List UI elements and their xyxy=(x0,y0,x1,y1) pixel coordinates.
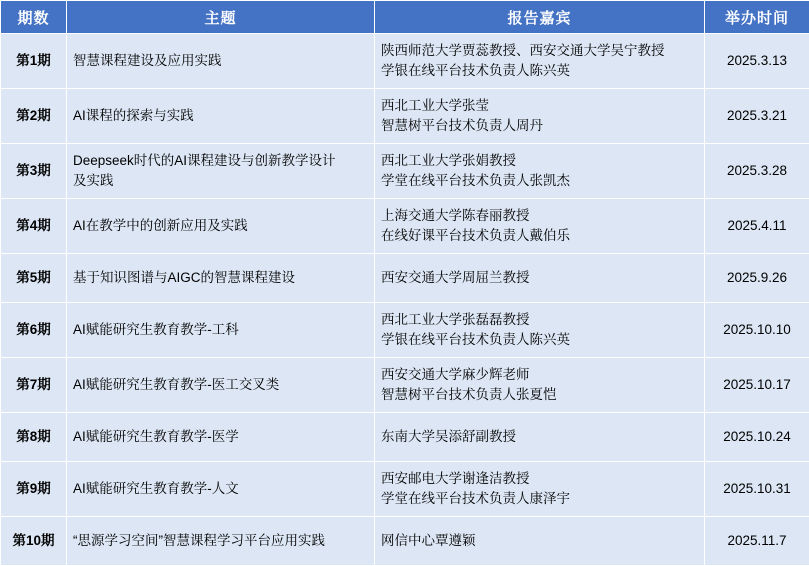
table-row xyxy=(1,517,809,566)
cell-issue: 第9期 xyxy=(1,462,67,517)
cell-topic xyxy=(67,462,375,517)
cell-date: 2025.9.26 xyxy=(705,254,809,303)
cell-guest xyxy=(375,413,705,462)
guest-line: 网信中心覃遵颖 xyxy=(381,531,698,551)
cell-issue: 第6期 xyxy=(1,303,67,358)
cell-issue: 第4期 xyxy=(1,199,67,254)
topic-line: AI赋能研究生教育教学-医工交叉类 xyxy=(73,375,368,395)
column-header-topic: 主题 xyxy=(67,1,375,34)
guest-line: 学银在线平台技术负责人陈兴英 xyxy=(381,330,698,350)
table-header-row xyxy=(1,1,809,34)
topic-line: “思源学习空间”智慧课程学习平台应用实践 xyxy=(73,531,368,551)
table-row xyxy=(1,303,809,358)
guest-line: 西北工业大学张磊磊教授 xyxy=(381,310,698,330)
cell-guest xyxy=(375,254,705,303)
guest-line: 学堂在线平台技术负责人张凯杰 xyxy=(381,171,698,191)
topic-line: AI课程的探索与实践 xyxy=(73,106,368,126)
topic-line: Deepseek时代的AI课程建设与创新教学设计 xyxy=(73,151,368,171)
table-row xyxy=(1,34,809,89)
cell-guest xyxy=(375,462,705,517)
guest-line: 智慧树平台技术负责人张夏恺 xyxy=(381,385,698,405)
cell-issue: 第7期 xyxy=(1,358,67,413)
cell-topic xyxy=(67,303,375,358)
cell-date: 2025.3.13 xyxy=(705,34,809,89)
cell-issue: 第2期 xyxy=(1,89,67,144)
table-row xyxy=(1,89,809,144)
cell-issue: 第8期 xyxy=(1,413,67,462)
topic-line: 及实践 xyxy=(73,171,368,191)
table-row xyxy=(1,413,809,462)
cell-topic xyxy=(67,254,375,303)
guest-line: 学银在线平台技术负责人陈兴英 xyxy=(381,61,698,81)
guest-line: 上海交通大学陈春丽教授 xyxy=(381,206,698,226)
table-row xyxy=(1,254,809,303)
cell-topic xyxy=(67,34,375,89)
table-row xyxy=(1,144,809,199)
cell-date: 2025.4.11 xyxy=(705,199,809,254)
topic-line: AI赋能研究生教育教学-人文 xyxy=(73,479,368,499)
guest-line: 西北工业大学张娟教授 xyxy=(381,151,698,171)
topic-line: AI在教学中的创新应用及实践 xyxy=(73,216,368,236)
cell-guest xyxy=(375,144,705,199)
cell-guest xyxy=(375,34,705,89)
table-row xyxy=(1,199,809,254)
topic-line: AI赋能研究生教育教学-医学 xyxy=(73,427,368,447)
cell-topic xyxy=(67,144,375,199)
cell-issue: 第5期 xyxy=(1,254,67,303)
table-body xyxy=(1,34,809,566)
guest-line: 陕西师范大学贾蕊教授、西安交通大学吴宁教授 xyxy=(381,41,698,61)
cell-date: 2025.3.21 xyxy=(705,89,809,144)
guest-line: 在线好课平台技术负责人戴伯乐 xyxy=(381,226,698,246)
topic-line: AI赋能研究生教育教学-工科 xyxy=(73,320,368,340)
guest-line: 西安交通大学麻少辉老师 xyxy=(381,365,698,385)
guest-line: 西安交通大学周屈兰教授 xyxy=(381,268,698,288)
guest-line: 西安邮电大学谢逢洁教授 xyxy=(381,469,698,489)
cell-topic xyxy=(67,199,375,254)
column-header-guest: 报告嘉宾 xyxy=(375,1,705,34)
guest-line: 东南大学吴添舒副教授 xyxy=(381,427,698,447)
guest-line: 学堂在线平台技术负责人康泽宇 xyxy=(381,489,698,509)
cell-date: 2025.10.10 xyxy=(705,303,809,358)
table-row xyxy=(1,358,809,413)
cell-date: 2025.10.24 xyxy=(705,413,809,462)
table-row xyxy=(1,462,809,517)
guest-line: 西北工业大学张莹 xyxy=(381,96,698,116)
cell-issue: 第10期 xyxy=(1,517,67,566)
cell-guest xyxy=(375,89,705,144)
cell-topic xyxy=(67,358,375,413)
topic-line: 基于知识图谱与AIGC的智慧课程建设 xyxy=(73,268,368,288)
cell-date: 2025.10.31 xyxy=(705,462,809,517)
guest-line: 智慧树平台技术负责人周丹 xyxy=(381,116,698,136)
cell-topic xyxy=(67,413,375,462)
cell-issue: 第3期 xyxy=(1,144,67,199)
cell-topic xyxy=(67,89,375,144)
column-header-date: 举办时间 xyxy=(705,1,809,34)
cell-guest xyxy=(375,199,705,254)
cell-issue: 第1期 xyxy=(1,34,67,89)
topic-line: 智慧课程建设及应用实践 xyxy=(73,51,368,71)
cell-date: 2025.10.17 xyxy=(705,358,809,413)
cell-guest xyxy=(375,358,705,413)
cell-guest xyxy=(375,303,705,358)
cell-date: 2025.11.7 xyxy=(705,517,809,566)
cell-date: 2025.3.28 xyxy=(705,144,809,199)
cell-guest xyxy=(375,517,705,566)
column-header-issue: 期数 xyxy=(1,1,67,34)
cell-topic xyxy=(67,517,375,566)
